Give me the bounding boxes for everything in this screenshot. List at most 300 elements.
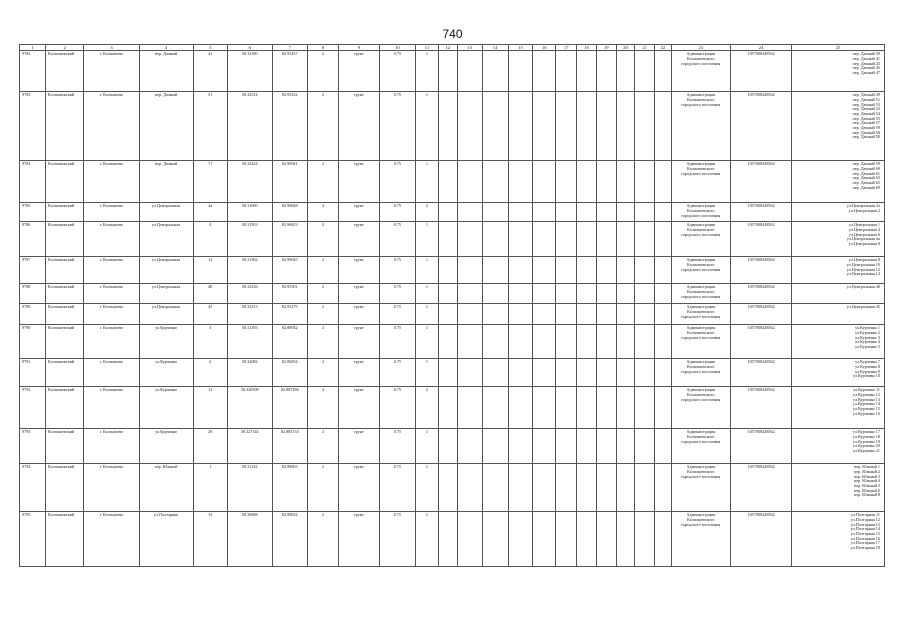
- empty-cell: [596, 464, 616, 512]
- owner-cell: [671, 222, 730, 257]
- empty-cell: [533, 325, 556, 359]
- owner-cell-line: Колпашевского: [687, 288, 715, 294]
- street-cell: ул.Курченко: [139, 429, 193, 464]
- owner-cell-line: Администрация: [686, 325, 716, 331]
- column-number-header: 13: [457, 45, 482, 51]
- street-cell: ул.Центральная: [139, 222, 193, 257]
- street-cell: ул.Центральная: [139, 203, 193, 222]
- ogrn-cell: 1057008448562: [730, 203, 791, 222]
- served-addresses-cell-line: пер. Южный 2: [854, 468, 880, 474]
- empty-cell: [577, 257, 597, 284]
- empty-cell: [655, 222, 672, 257]
- empty-cell: [508, 359, 533, 387]
- empty-cell: [577, 203, 597, 222]
- empty-cell: [596, 512, 616, 567]
- ogrn-cell: 1057008448562: [730, 304, 791, 325]
- empty-cell: [655, 359, 672, 387]
- empty-cell: [635, 222, 655, 257]
- served-addresses-cell-line: ул.Центральная 8: [848, 257, 880, 263]
- settlement-cell: г. Колпашево: [84, 51, 139, 92]
- longitude-cell: 82.88824: [272, 512, 307, 567]
- ogrn-cell: 1057008448562: [730, 512, 791, 567]
- house-cell: 1: [193, 464, 227, 512]
- owner-cell-line: городского поселения: [681, 438, 721, 444]
- empty-cell: [508, 304, 533, 325]
- column-number-header: 3: [84, 45, 139, 51]
- owner-cell-line: городского поселения: [681, 231, 721, 237]
- table-row: [20, 304, 885, 325]
- ogrn-cell: 1057008448562: [730, 429, 791, 464]
- empty-cell: [508, 387, 533, 429]
- empty-cell: [457, 325, 482, 359]
- owner-cell: [671, 387, 730, 429]
- served-addresses-cell-line: пер. Дачный 53: [852, 101, 880, 107]
- empty-cell: [556, 325, 577, 359]
- served-addresses-cell-line: ул.Центральная 4а: [846, 236, 880, 242]
- served-addresses-cell-line: ул.Курченко 12: [853, 391, 880, 397]
- empty-cell: [596, 203, 616, 222]
- row-number: 9795: [20, 512, 46, 567]
- longitude-cell: 82.86834: [272, 359, 307, 387]
- empty-cell: [482, 387, 508, 429]
- volume-cell: 0.75: [379, 257, 415, 284]
- served-addresses-cell: [792, 51, 885, 92]
- served-addresses-cell-line: пер. Дачный 69: [852, 184, 880, 190]
- served-addresses-cell-line: пер. Дачный 63: [852, 175, 880, 181]
- served-addresses-cell: [792, 464, 885, 512]
- owner-cell-line: Администрация: [686, 222, 716, 228]
- empty-cell: [556, 257, 577, 284]
- empty-cell: [616, 359, 635, 387]
- empty-cell: [533, 387, 556, 429]
- empty-cell: [438, 304, 457, 325]
- served-addresses-cell-line: ул.Центральная 12: [846, 266, 880, 272]
- served-addresses-cell-line: пер. Дачный 56: [852, 129, 880, 135]
- area-cell: 2: [307, 284, 338, 304]
- row-number: 9789: [20, 304, 46, 325]
- column-number-header: 14: [482, 45, 508, 51]
- surface-cell: грунт: [339, 387, 380, 429]
- served-addresses-cell: [792, 304, 885, 325]
- volume-cell: 0.75: [379, 203, 415, 222]
- empty-cell: [596, 92, 616, 161]
- served-addresses-cell-line: ул.Курченко 21: [853, 447, 880, 453]
- empty-cell: [508, 512, 533, 567]
- empty-cell: [533, 203, 556, 222]
- empty-cell: [556, 304, 577, 325]
- owner-cell-line: городского поселения: [681, 170, 721, 176]
- row-number: 9792: [20, 387, 46, 429]
- empty-cell: [556, 387, 577, 429]
- empty-cell: [577, 161, 597, 203]
- served-addresses-cell-line: пер. Дачный 49: [852, 92, 880, 98]
- container-count-cell: 1: [416, 257, 439, 284]
- empty-cell: [556, 464, 577, 512]
- empty-cell: [482, 512, 508, 567]
- served-addresses-cell-line: ул.Курченко 7: [855, 359, 880, 365]
- served-addresses-cell-line: ул.Курченко 8: [855, 363, 880, 369]
- owner-cell: [671, 464, 730, 512]
- empty-cell: [438, 359, 457, 387]
- served-addresses-cell-line: ул.Полтарная 16: [850, 535, 880, 541]
- column-number-header: 25: [792, 45, 885, 51]
- served-addresses-cell-line: ул.Центральная 1: [848, 222, 880, 228]
- street-cell: ул.Центральная: [139, 304, 193, 325]
- empty-cell: [508, 203, 533, 222]
- empty-cell: [635, 387, 655, 429]
- served-addresses-cell-line: ул.Курченко 5: [855, 343, 880, 349]
- empty-cell: [457, 464, 482, 512]
- latitude-cell: 58.320599: [227, 387, 272, 429]
- street-cell: пер. Южный: [139, 464, 193, 512]
- street-cell: пер. Дачный: [139, 51, 193, 92]
- house-cell: 20: [193, 429, 227, 464]
- empty-cell: [596, 429, 616, 464]
- owner-cell-line: городского поселения: [681, 334, 721, 340]
- empty-cell: [438, 257, 457, 284]
- empty-cell: [655, 161, 672, 203]
- served-addresses-cell-line: пер. Дачный 41: [852, 55, 880, 61]
- surface-cell: грунт: [339, 284, 380, 304]
- empty-cell: [655, 464, 672, 512]
- settlement-cell: г. Колпашево: [84, 161, 139, 203]
- page-number: 740: [442, 27, 463, 41]
- column-number-header: 23: [671, 45, 730, 51]
- street-cell: ул.Курченко: [139, 387, 193, 429]
- served-addresses-cell-line: ул.Центральная 4: [848, 226, 880, 232]
- row-number: 9791: [20, 359, 46, 387]
- empty-cell: [616, 429, 635, 464]
- owner-cell-line: городского поселения: [681, 521, 721, 527]
- empty-cell: [482, 284, 508, 304]
- empty-cell: [596, 51, 616, 92]
- owner-cell-line: Администрация: [686, 257, 716, 263]
- served-addresses-cell-line: ул.Курченко 1: [855, 325, 880, 331]
- empty-cell: [655, 51, 672, 92]
- empty-cell: [556, 222, 577, 257]
- served-addresses-cell-line: ул.Курченко 20: [853, 443, 880, 449]
- container-count-cell: 1: [416, 429, 439, 464]
- served-addresses-cell-line: ул.Курченко 4: [855, 339, 880, 345]
- served-addresses-cell: [792, 387, 885, 429]
- column-number-header: 15: [508, 45, 533, 51]
- latitude-cell: 58.32082: [227, 359, 272, 387]
- empty-cell: [508, 161, 533, 203]
- ogrn-cell: 1057008448562: [730, 257, 791, 284]
- served-addresses-cell-line: ул.Курченко 9: [855, 368, 880, 374]
- served-addresses-cell-line: ул.Курченко 3: [855, 334, 880, 340]
- column-number-header: 19: [596, 45, 616, 51]
- served-addresses-cell-line: ул.Полтарная 18: [850, 545, 880, 551]
- empty-cell: [457, 387, 482, 429]
- served-addresses-cell-line: пер. Дачный 39: [852, 51, 880, 57]
- column-number-header: 20: [616, 45, 635, 51]
- served-addresses-cell-line: ул.Курченко 11: [853, 387, 880, 393]
- settlement-cell: г. Колпашево: [84, 512, 139, 567]
- district-cell: Колпашевский: [45, 325, 83, 359]
- empty-cell: [577, 304, 597, 325]
- empty-cell: [482, 325, 508, 359]
- longitude-cell: 82.95457: [272, 51, 307, 92]
- served-addresses-cell: [792, 284, 885, 304]
- ogrn-cell: 1057008448562: [730, 51, 791, 92]
- empty-cell: [533, 512, 556, 567]
- served-addresses-cell-line: ул.Полтарная 15: [850, 530, 880, 536]
- settlement-cell: г. Колпашево: [84, 359, 139, 387]
- owner-cell-line: Колпашевского: [687, 468, 715, 474]
- empty-cell: [635, 92, 655, 161]
- served-addresses-cell-line: пер. Дачный 55: [852, 115, 880, 121]
- volume-cell: 0.75: [379, 512, 415, 567]
- empty-cell: [577, 512, 597, 567]
- owner-cell-line: Колпашевского: [687, 226, 715, 232]
- owner-cell-line: Администрация: [686, 464, 716, 470]
- empty-cell: [616, 257, 635, 284]
- latitude-cell: 58.32236: [227, 284, 272, 304]
- district-cell: Колпашевский: [45, 304, 83, 325]
- latitude-cell: 58.30088: [227, 512, 272, 567]
- volume-cell: 0.75: [379, 325, 415, 359]
- owner-cell-line: Администрация: [686, 359, 716, 365]
- row-number: 9788: [20, 284, 46, 304]
- row-number: 9784: [20, 161, 46, 203]
- empty-cell: [508, 429, 533, 464]
- district-cell: Колпашевский: [45, 92, 83, 161]
- empty-cell: [438, 429, 457, 464]
- ogrn-cell: 1057008448562: [730, 92, 791, 161]
- empty-cell: [616, 387, 635, 429]
- empty-cell: [635, 512, 655, 567]
- street-cell: ул.Центральная: [139, 257, 193, 284]
- column-number-header: 6: [227, 45, 272, 51]
- volume-cell: 0.75: [379, 387, 415, 429]
- area-cell: 2: [307, 512, 338, 567]
- container-count-cell: 1: [416, 284, 439, 304]
- surface-cell: грунт: [339, 161, 380, 203]
- empty-cell: [533, 284, 556, 304]
- empty-cell: [556, 161, 577, 203]
- district-cell: Колпашевский: [45, 222, 83, 257]
- column-number-header: 7: [272, 45, 307, 51]
- street-cell: ул.Курченко: [139, 359, 193, 387]
- empty-cell: [596, 359, 616, 387]
- volume-cell: 0.75: [379, 51, 415, 92]
- owner-cell: [671, 512, 730, 567]
- empty-cell: [635, 304, 655, 325]
- settlement-cell: г. Колпашево: [84, 257, 139, 284]
- owner-cell-line: Колпашевского: [687, 391, 715, 397]
- column-number-header: 18: [577, 45, 597, 51]
- area-cell: 2: [307, 325, 338, 359]
- empty-cell: [508, 222, 533, 257]
- empty-cell: [457, 257, 482, 284]
- table-row: [20, 359, 885, 387]
- surface-cell: грунт: [339, 429, 380, 464]
- empty-cell: [482, 222, 508, 257]
- column-number-header: 11: [416, 45, 439, 51]
- served-addresses-cell-line: пер. Южный 4: [854, 478, 880, 484]
- table-row: [20, 429, 885, 464]
- empty-cell: [482, 304, 508, 325]
- table-row: [20, 325, 885, 359]
- area-cell: 2: [307, 222, 338, 257]
- latitude-cell: 58.327343: [227, 429, 272, 464]
- served-addresses-cell-line: ул.Курченко 16: [853, 410, 880, 416]
- empty-cell: [482, 257, 508, 284]
- container-count-cell: 2: [416, 387, 439, 429]
- empty-cell: [438, 387, 457, 429]
- settlement-cell: г. Колпашево: [84, 464, 139, 512]
- served-addresses-cell: [792, 161, 885, 203]
- settlement-cell: г. Колпашево: [84, 387, 139, 429]
- owner-cell-line: Колпашевского: [687, 55, 715, 61]
- empty-cell: [438, 284, 457, 304]
- empty-cell: [508, 51, 533, 92]
- district-cell: Колпашевский: [45, 387, 83, 429]
- empty-cell: [508, 464, 533, 512]
- served-addresses-cell: [792, 222, 885, 257]
- longitude-cell: 82.95501: [272, 284, 307, 304]
- volume-cell: 0.75: [379, 304, 415, 325]
- settlement-cell: г. Колпашево: [84, 284, 139, 304]
- served-addresses-cell-line: пер. Дачный 58: [852, 134, 880, 140]
- latitude-cell: 58.31953: [227, 222, 272, 257]
- column-number-header: 8: [307, 45, 338, 51]
- owner-cell-line: Колпашевского: [687, 433, 715, 439]
- empty-cell: [457, 359, 482, 387]
- empty-cell: [457, 92, 482, 161]
- column-number-header: 9: [339, 45, 380, 51]
- empty-cell: [596, 325, 616, 359]
- district-cell: Колпашевский: [45, 429, 83, 464]
- column-number-header: 17: [556, 45, 577, 51]
- container-count-cell: 1: [416, 464, 439, 512]
- district-cell: Колпашевский: [45, 512, 83, 567]
- served-addresses-cell-line: пер. Дачный 52: [852, 106, 880, 112]
- house-cell: 3: [193, 325, 227, 359]
- owner-cell-line: Колпашевского: [687, 261, 715, 267]
- served-addresses-cell-line: пер. Дачный 57: [852, 120, 880, 126]
- empty-cell: [655, 203, 672, 222]
- served-addresses-cell: [792, 325, 885, 359]
- district-cell: Колпашевский: [45, 51, 83, 92]
- district-cell: Колпашевский: [45, 359, 83, 387]
- empty-cell: [533, 359, 556, 387]
- house-cell: 15: [193, 512, 227, 567]
- empty-cell: [577, 325, 597, 359]
- served-addresses-cell-line: пер. Дачный 59: [852, 125, 880, 131]
- empty-cell: [596, 284, 616, 304]
- longitude-cell: 82.96848: [272, 203, 307, 222]
- empty-cell: [482, 464, 508, 512]
- empty-cell: [635, 161, 655, 203]
- container-count-cell: 1: [416, 222, 439, 257]
- owner-cell: [671, 304, 730, 325]
- container-count-cell: 1: [416, 304, 439, 325]
- container-count-cell: 1: [416, 51, 439, 92]
- container-count-cell: 1: [416, 325, 439, 359]
- empty-cell: [508, 257, 533, 284]
- owner-cell: [671, 161, 730, 203]
- served-addresses-cell-line: ул.Центральная 45: [846, 304, 880, 310]
- owner-cell: [671, 257, 730, 284]
- row-number: 9786: [20, 222, 46, 257]
- area-cell: 2: [307, 257, 338, 284]
- area-cell: 2: [307, 304, 338, 325]
- empty-cell: [438, 222, 457, 257]
- empty-cell: [533, 51, 556, 92]
- owner-cell: [671, 325, 730, 359]
- empty-cell: [616, 512, 635, 567]
- served-addresses-cell-line: ул.Центральная 14: [846, 271, 880, 277]
- surface-cell: грунт: [339, 222, 380, 257]
- empty-cell: [655, 304, 672, 325]
- owner-cell-line: Администрация: [686, 284, 716, 290]
- empty-cell: [457, 222, 482, 257]
- empty-cell: [655, 387, 672, 429]
- owner-cell-line: Администрация: [686, 92, 716, 98]
- surface-cell: грунт: [339, 304, 380, 325]
- empty-cell: [533, 161, 556, 203]
- empty-cell: [616, 203, 635, 222]
- house-cell: 51: [193, 92, 227, 161]
- ogrn-cell: 1057008448562: [730, 222, 791, 257]
- empty-cell: [616, 92, 635, 161]
- volume-cell: 0.75: [379, 222, 415, 257]
- area-cell: 2: [307, 429, 338, 464]
- house-cell: 45: [193, 304, 227, 325]
- empty-cell: [457, 512, 482, 567]
- owner-cell: [671, 51, 730, 92]
- served-addresses-cell-line: ул.Центральная 2а: [846, 203, 880, 209]
- row-number: 9782: [20, 51, 46, 92]
- empty-cell: [438, 161, 457, 203]
- empty-cell: [655, 284, 672, 304]
- owner-cell-line: городского поселения: [681, 101, 721, 107]
- volume-cell: 0.75: [379, 464, 415, 512]
- served-addresses-cell: [792, 257, 885, 284]
- empty-cell: [655, 325, 672, 359]
- served-addresses-cell-line: пер. Южный 1: [854, 464, 880, 470]
- area-cell: 2: [307, 464, 338, 512]
- empty-cell: [556, 203, 577, 222]
- empty-cell: [482, 359, 508, 387]
- served-addresses-cell-line: пер. Дачный 51: [852, 96, 880, 102]
- empty-cell: [635, 284, 655, 304]
- area-cell: 2: [307, 92, 338, 161]
- empty-cell: [556, 284, 577, 304]
- empty-cell: [533, 92, 556, 161]
- served-addresses-cell-line: пер. Дачный 65: [852, 179, 880, 185]
- row-number: 9794: [20, 464, 46, 512]
- owner-cell-line: городского поселения: [681, 396, 721, 402]
- ogrn-cell: 1057008448562: [730, 464, 791, 512]
- owner-cell-line: Колпашевского: [687, 96, 715, 102]
- surface-cell: грунт: [339, 325, 380, 359]
- empty-cell: [635, 359, 655, 387]
- house-cell: 6: [193, 359, 227, 387]
- served-addresses-cell-line: пер. Дачный 43: [852, 60, 880, 66]
- column-number-header: 2: [45, 45, 83, 51]
- district-cell: Колпашевский: [45, 257, 83, 284]
- empty-cell: [596, 387, 616, 429]
- owner-cell-line: Администрация: [686, 387, 716, 393]
- empty-cell: [533, 222, 556, 257]
- volume-cell: 0.75: [379, 284, 415, 304]
- owner-cell: [671, 203, 730, 222]
- empty-cell: [438, 92, 457, 161]
- empty-cell: [556, 51, 577, 92]
